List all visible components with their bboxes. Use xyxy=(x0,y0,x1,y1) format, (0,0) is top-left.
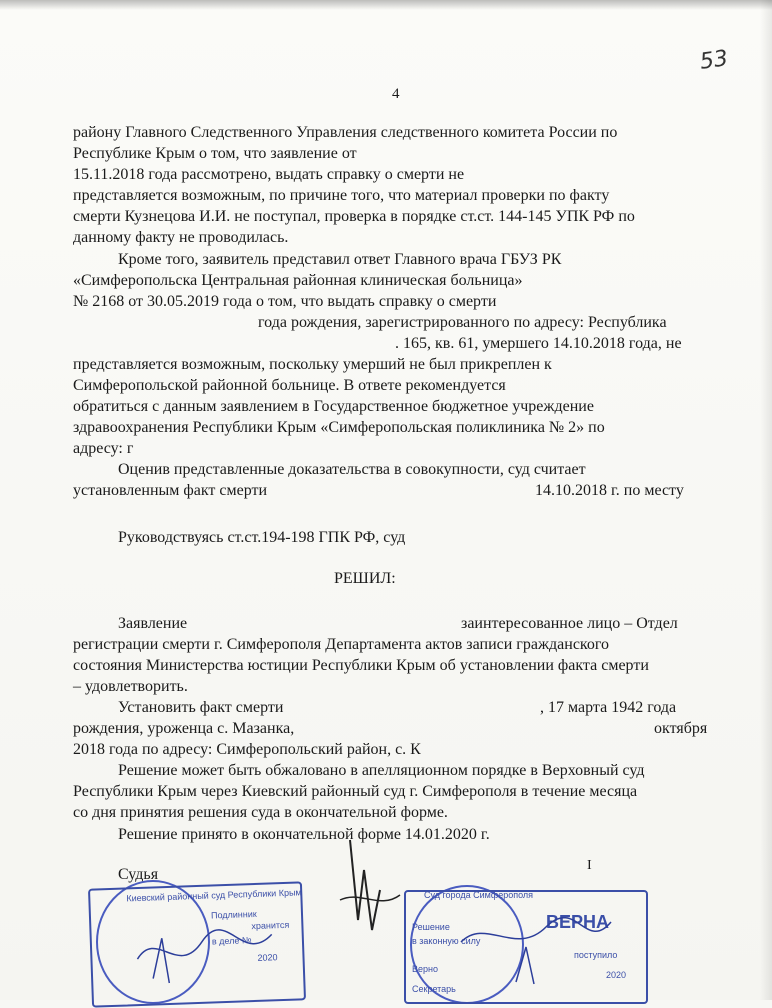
decision-line: регистрации смерти г. Симферополя Департамента актов записи гражданского xyxy=(73,636,610,653)
judge-mark: I xyxy=(587,858,592,873)
page-number: 4 xyxy=(392,86,400,102)
body-line: Оценив представленные доказательства в совокупности, суд считает xyxy=(118,461,586,478)
body-line: району Главного Следственного Управления следственного комитета России по xyxy=(73,124,618,141)
body-line: «Симферопольска Центральная районная клиническая больница» xyxy=(73,272,523,289)
decision-line: 2018 года по адресу: Симферопольский район, с. К xyxy=(73,741,421,758)
body-line: Республике Крым о том, что заявление от xyxy=(73,145,357,162)
body-line: . 165, кв. 61, умершего 14.10.2018 года, не xyxy=(395,335,682,352)
decision-line: рождения, уроженца с. Мазанка, xyxy=(73,720,295,737)
body-line: представляется возможным, по причине того, что материал проверки по факту xyxy=(73,187,610,204)
body-line: № 2168 от 30.05.2019 года о том, что выдать справку о смерти xyxy=(73,293,497,310)
body-line: Кроме того, заявитель представил ответ Главного врача ГБУЗ РК xyxy=(118,251,562,268)
decision-line: Заявление xyxy=(118,615,188,632)
body-line: представляется возможным, поскольку умерший не был прикреплен к xyxy=(73,356,552,373)
scan-edge-right xyxy=(760,0,772,1000)
decision-heading: РЕШИЛ: xyxy=(334,570,396,587)
body-line: Руководствуясь ст.ст.194-198 ГПК РФ, суд xyxy=(118,529,406,546)
body-line: данному факту не проводилась. xyxy=(73,229,289,246)
body-line: 14.10.2018 г. по месту xyxy=(535,482,684,499)
body-line: Симферопольской районной больнице. В ответе рекомендуется xyxy=(73,377,506,394)
decision-line: Решение может быть обжаловано в апелляционном порядке в Верховный суд xyxy=(118,762,645,779)
body-line: адресу: г xyxy=(73,440,134,457)
certification-stamp-left: Киевский районный суд Республики Крым Подлинник хранится в деле № 2020 xyxy=(88,881,306,1007)
decision-line: Решение принято в окончательной форме 14.01.2020 г. xyxy=(118,826,490,843)
body-line: обратиться с данным заявлением в Государственное бюджетное учреждение xyxy=(73,398,594,415)
stamp-signature-right xyxy=(456,912,616,992)
body-line: 15.11.2018 года рассмотрено, выдать справку о смерти не xyxy=(73,166,465,183)
stamp-signature-left xyxy=(131,914,283,989)
body-line: установленным факт смерти xyxy=(73,482,268,499)
decision-line: Установить факт смерти xyxy=(118,699,284,716)
decision-line: заинтересованное лицо – Отдел xyxy=(461,615,678,632)
decision-line: , 17 марта 1942 года xyxy=(540,699,677,716)
decision-line: состояния Министерства юстиции Республики Крым об установлении факта смерти xyxy=(73,657,649,674)
decision-line: со дня принятия решения суда в окончательной форме. xyxy=(73,804,448,821)
certification-stamp-right: Суд города Симферополя ВЕРНА Решение в законную силу поступило Верно Секретарь 2020 xyxy=(404,890,648,1004)
body-line: смерти Кузнецова И.И. не поступал, проверка в порядке ст.ст. 144-145 УПК РФ по xyxy=(73,208,635,225)
body-line: года рождения, зарегистрированного по адресу: Республика xyxy=(258,314,667,331)
judge-label: Судья xyxy=(118,866,159,883)
decision-line: – удовлетворить. xyxy=(73,678,188,695)
scan-edge-top xyxy=(0,0,772,10)
decision-line: октября xyxy=(654,720,708,737)
decision-line: Республики Крым через Киевский районный суд г. Симферополя в течение месяца xyxy=(73,783,638,800)
handwritten-sheet-number: 53 xyxy=(698,46,730,75)
body-line: здравоохранения Республики Крым «Симферопольская поликлиника № 2» по xyxy=(73,419,605,436)
signature-scribble xyxy=(330,830,410,940)
